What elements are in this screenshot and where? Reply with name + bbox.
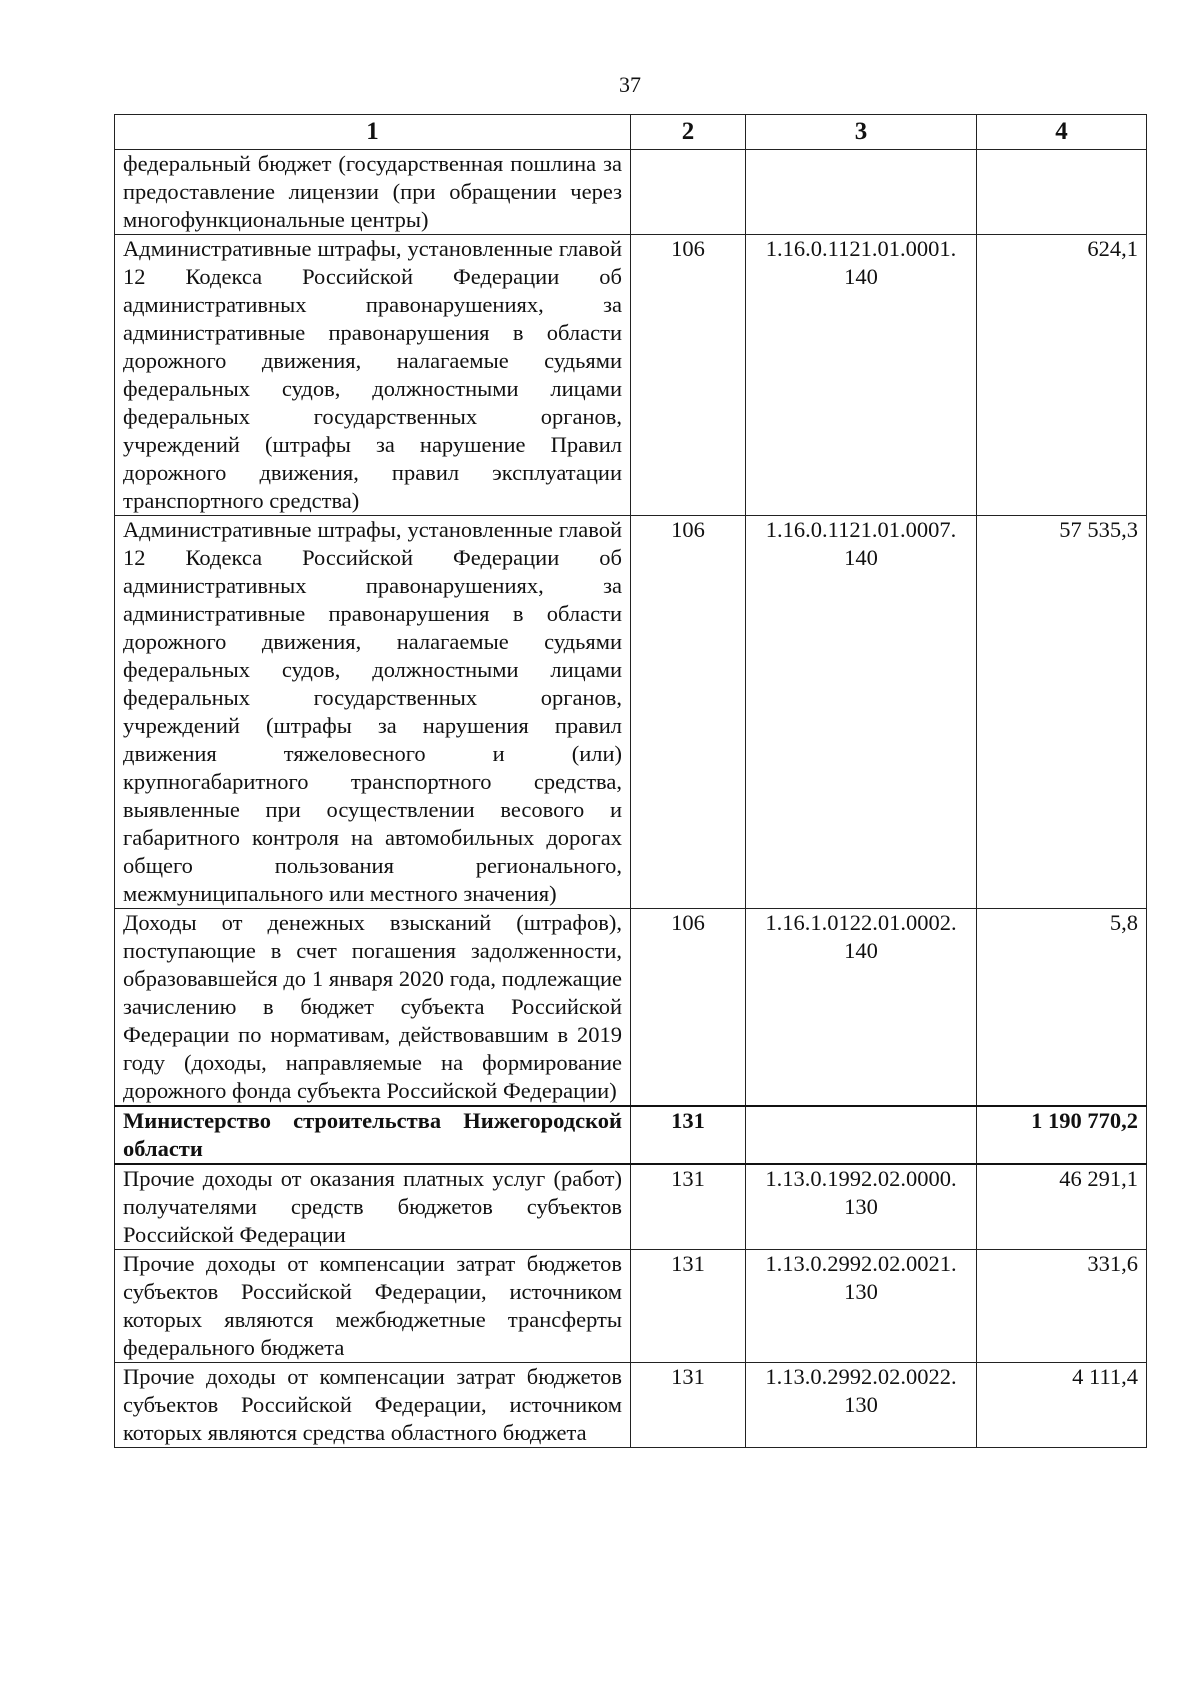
row-amount xyxy=(977,150,1147,235)
row-chapter-code xyxy=(631,150,746,235)
row-description: Министерство строительства Нижегородской области xyxy=(115,1106,631,1164)
row-amount: 624,1 xyxy=(977,235,1147,516)
row-classification-code: 1.16.0.1121.01.0001. 140 xyxy=(746,235,977,516)
row-amount: 1 190 770,2 xyxy=(977,1106,1147,1164)
row-description: федеральный бюджет (государственная пошлина за предоставление лицензии (при обращении через многофункциональные центры) xyxy=(115,150,631,235)
row-amount: 57 535,3 xyxy=(977,516,1147,909)
row-chapter-code: 106 xyxy=(631,235,746,516)
page-number: 37 xyxy=(619,72,641,97)
row-amount: 46 291,1 xyxy=(977,1164,1147,1250)
row-description: Прочие доходы от оказания платных услуг (работ) получателями средств бюджетов субъектов Российской Федерации xyxy=(115,1164,631,1250)
table-row xyxy=(115,1106,1147,1164)
table-header-row xyxy=(115,115,1147,150)
row-classification-code xyxy=(746,1106,977,1164)
row-amount: 5,8 xyxy=(977,909,1147,1107)
table-row xyxy=(115,909,1147,1107)
row-chapter-code: 106 xyxy=(631,909,746,1107)
row-classification-code: 1.16.0.1121.01.0007. 140 xyxy=(746,516,977,909)
row-amount: 4 111,4 xyxy=(977,1363,1147,1448)
row-chapter-code: 131 xyxy=(631,1164,746,1250)
row-description: Административные штрафы, установленные главой 12 Кодекса Российской Федерации об административных правонарушениях, за административные правонарушения в области дорожного движения, налагаемые судьями федеральных судов, должностными лицами федеральных государственных органов, учреждений (штрафы за нарушения правил движения тяжеловесного и (или) крупногабаритного транспортного средства, выявленные при осуществлении весового и габаритного контроля на автомобильных дорогах общего пользования регионального, межмуниципального или местного значения) xyxy=(115,516,631,909)
revenue-table xyxy=(114,114,1147,1448)
table-row xyxy=(115,1164,1147,1250)
row-classification-code: 1.16.1.0122.01.0002. 140 xyxy=(746,909,977,1107)
table-row xyxy=(115,1363,1147,1448)
row-description: Административные штрафы, установленные главой 12 Кодекса Российской Федерации об административных правонарушениях, за административные правонарушения в области дорожного движения, налагаемые судьями федеральных судов, должностными лицами федеральных государственных органов, учреждений (штрафы за нарушение Правил дорожного движения, правил эксплуатации транспортного средства) xyxy=(115,235,631,516)
row-classification-code xyxy=(746,150,977,235)
table-row xyxy=(115,516,1147,909)
row-chapter-code: 131 xyxy=(631,1250,746,1363)
table-row xyxy=(115,235,1147,516)
row-description: Прочие доходы от компенсации затрат бюджетов субъектов Российской Федерации, источником которых являются средства областного бюджета xyxy=(115,1363,631,1448)
table-row xyxy=(115,150,1147,235)
column-header-3: 3 xyxy=(746,115,977,150)
column-header-4: 4 xyxy=(977,115,1147,150)
row-classification-code: 1.13.0.2992.02.0021. 130 xyxy=(746,1250,977,1363)
row-chapter-code: 131 xyxy=(631,1106,746,1164)
row-classification-code: 1.13.0.1992.02.0000. 130 xyxy=(746,1164,977,1250)
table-row xyxy=(115,1250,1147,1363)
row-amount: 331,6 xyxy=(977,1250,1147,1363)
row-description: Доходы от денежных взысканий (штрафов), поступающие в счет погашения задолженности, образовавшейся до 1 января 2020 года, подлежащие зачислению в бюджет субъекта Российской Федерации по нормативам, действовавшим в 2019 году (доходы, направляемые на формирование дорожного фонда субъекта Российской Федерации) xyxy=(115,909,631,1107)
row-classification-code: 1.13.0.2992.02.0022. 130 xyxy=(746,1363,977,1448)
row-chapter-code: 106 xyxy=(631,516,746,909)
column-header-2: 2 xyxy=(631,115,746,150)
row-chapter-code: 131 xyxy=(631,1363,746,1448)
row-description: Прочие доходы от компенсации затрат бюджетов субъектов Российской Федерации, источником которых являются межбюджетные трансферты федерального бюджета xyxy=(115,1250,631,1363)
column-header-1: 1 xyxy=(115,115,631,150)
